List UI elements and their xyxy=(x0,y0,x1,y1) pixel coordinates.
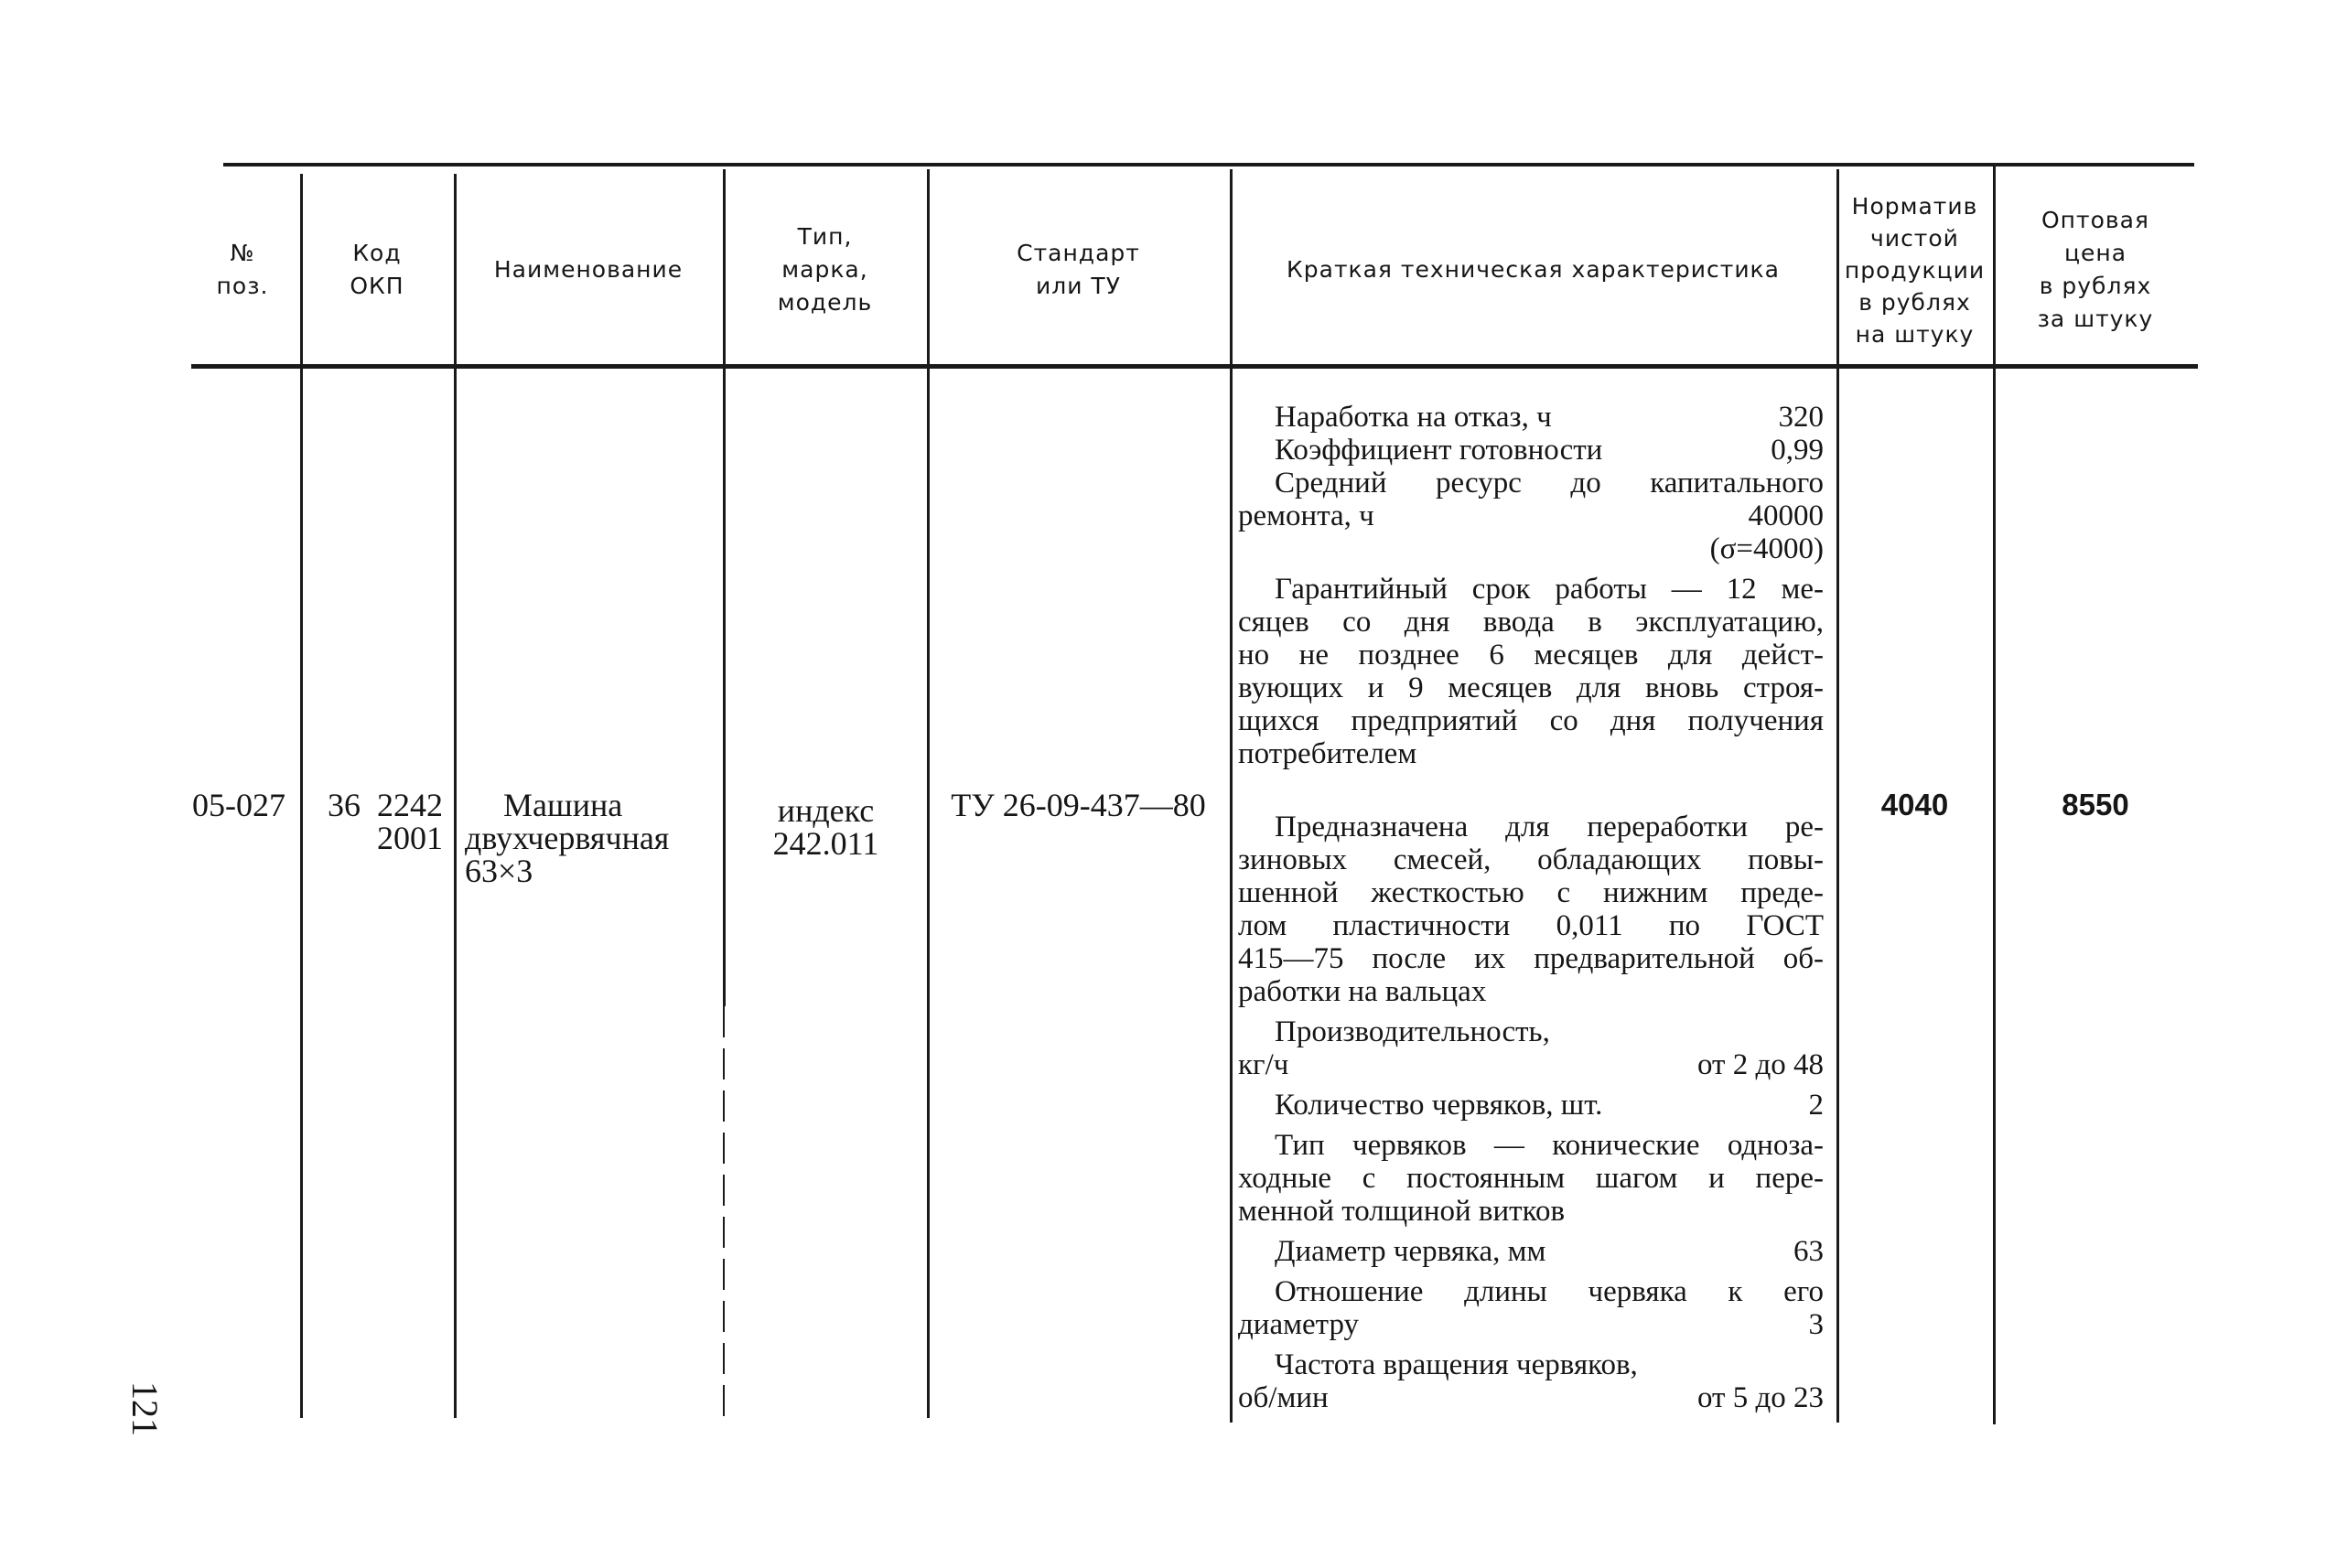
spec-mtbf xyxy=(1238,401,1824,434)
header-price-line: за штуку xyxy=(2037,306,2154,332)
header-spec-text: Краткая техническая характеристика xyxy=(1287,256,1780,283)
row-pos: 05-027 xyxy=(192,787,285,823)
header-price-line: в рублях xyxy=(2039,273,2152,299)
header-standard xyxy=(930,174,1227,366)
spec-availability-value: 0,99 xyxy=(1771,434,1824,467)
spec-resource-label: ремонта, ч xyxy=(1238,499,1374,532)
row-standard: ТУ 26-09-437—80 xyxy=(951,787,1206,823)
spec-resource-value: 40000 xyxy=(1748,499,1824,532)
spec-warranty-line: Гарантийный срок работы — 12 ме- xyxy=(1275,573,1824,606)
spec-availability-label: Коэффициент готовности xyxy=(1275,434,1603,467)
header-spec xyxy=(1233,174,1834,366)
spec-worm-type-line: менной толщиной витков xyxy=(1238,1195,1566,1228)
col-divider-3-lower xyxy=(723,1006,725,1418)
spec-speed-label: Частота вращения червяков, xyxy=(1275,1348,1638,1381)
spec-worm-type xyxy=(1238,1129,1824,1228)
spec-purpose-line: лом пластичности 0,011 по ГОСТ xyxy=(1238,909,1824,942)
header-standard-line: или ТУ xyxy=(1036,273,1121,299)
spec-ratio-value: 3 xyxy=(1808,1308,1824,1341)
spec-ratio-label: диаметру xyxy=(1238,1308,1360,1341)
spec-speed xyxy=(1238,1381,1824,1414)
spec-purpose-line: шенной жесткостью с нижним преде- xyxy=(1238,876,1824,909)
header-name-text: Наименование xyxy=(493,256,684,283)
header-price-line: Оптовая xyxy=(2041,207,2149,233)
spec-worm-type-line: Тип червяков — конические одноза- xyxy=(1275,1129,1824,1162)
spec-resource-line: Средний ресурс до капитального xyxy=(1275,467,1824,499)
row-name-line: 63×3 xyxy=(465,853,533,889)
spec-worms-label: Количество червяков, шт. xyxy=(1275,1089,1603,1122)
row-name-line: двухчервячная xyxy=(465,820,670,856)
header-type-line: марка, xyxy=(781,256,868,283)
row-okp xyxy=(322,789,443,854)
header-okp-line: ОКП xyxy=(350,273,404,299)
row-type-line: индекс xyxy=(777,792,875,829)
header-norm-line: Норматив xyxy=(1851,192,1978,220)
header-standard-line: Стандарт xyxy=(1017,240,1140,266)
header-price xyxy=(1996,174,2195,366)
header-norm-line: чистой xyxy=(1870,224,1959,252)
header-type xyxy=(726,174,924,366)
spec-diameter-label: Диаметр червяка, мм xyxy=(1275,1235,1546,1268)
spec-purpose xyxy=(1238,811,1824,1008)
spec-availability xyxy=(1238,434,1824,467)
header-norm-line: в рублях xyxy=(1858,288,1971,316)
spec-resource-sigma: (σ=4000) xyxy=(1709,532,1824,565)
header-name xyxy=(457,174,720,366)
spec-mtbf-value: 320 xyxy=(1778,401,1824,434)
header-norm-line: на штуку xyxy=(1855,320,1975,348)
spec-capacity-unit: кг/ч xyxy=(1238,1048,1289,1081)
row-okp-line: 2001 xyxy=(377,820,443,856)
spec-warranty xyxy=(1238,573,1824,770)
header-pos-line: поз. xyxy=(216,273,269,299)
spec-capacity xyxy=(1238,1048,1824,1081)
header-okp-line: Код xyxy=(352,240,402,266)
header-type-line: модель xyxy=(777,289,873,316)
spec-capacity-label: Производительность, xyxy=(1275,1015,1550,1048)
spec-diameter xyxy=(1238,1235,1824,1268)
row-norm: 4040 xyxy=(1880,788,1949,822)
header-norm-line: продукции xyxy=(1844,256,1986,284)
spec-diameter-value: 63 xyxy=(1793,1235,1824,1268)
row-name-line: Машина xyxy=(503,787,623,823)
header-type-line: Тип, xyxy=(797,223,853,250)
header-norm xyxy=(1839,174,1990,366)
spec-warranty-line: вующих и 9 месяцев для вновь строя- xyxy=(1238,671,1824,704)
spec-ratio xyxy=(1238,1308,1824,1341)
header-price-line: цена xyxy=(2063,240,2127,266)
row-spec xyxy=(1238,401,1824,1414)
spec-warranty-line: потребителем xyxy=(1238,737,1417,770)
spec-speed-value: от 5 до 23 xyxy=(1696,1381,1824,1414)
row-type xyxy=(727,794,924,860)
spec-worms xyxy=(1238,1089,1824,1122)
spec-purpose-line: 415—75 после их предварительной об- xyxy=(1238,942,1824,975)
row-okp-line: 36 2242 xyxy=(328,787,443,823)
row-price: 8550 xyxy=(2062,788,2129,822)
spec-mtbf-label: Наработка на отказ, ч xyxy=(1275,401,1552,434)
spec-purpose-line: работки на вальцах xyxy=(1238,975,1487,1008)
header-okp xyxy=(303,174,451,366)
spec-ratio-line: Отношение длины червяка к его xyxy=(1275,1275,1824,1308)
spec-purpose-line: зиновых смесей, обладающих повы- xyxy=(1238,843,1824,876)
row-name xyxy=(465,789,721,887)
header-pos xyxy=(188,174,297,366)
spec-warranty-line: но не позднее 6 месяцев для дейст- xyxy=(1238,639,1824,671)
page-number: 121 xyxy=(124,1381,166,1436)
spec-worm-type-line: ходные с постоянным шагом и пере- xyxy=(1238,1162,1824,1195)
spec-warranty-line: сяцев со дня ввода в эксплуатацию, xyxy=(1238,606,1824,639)
spec-speed-unit: об/мин xyxy=(1238,1381,1329,1414)
row-type-line: 242.011 xyxy=(772,825,879,862)
spec-purpose-line: Предназначена для переработки ре- xyxy=(1275,811,1824,843)
spec-resource xyxy=(1238,499,1824,532)
header-pos-line: № xyxy=(230,240,255,266)
table-top-rule xyxy=(223,163,2194,166)
spec-warranty-line: щихся предприятий со дня получения xyxy=(1238,704,1824,737)
spec-capacity-value: от 2 до 48 xyxy=(1696,1048,1824,1081)
spec-worms-value: 2 xyxy=(1808,1089,1824,1122)
